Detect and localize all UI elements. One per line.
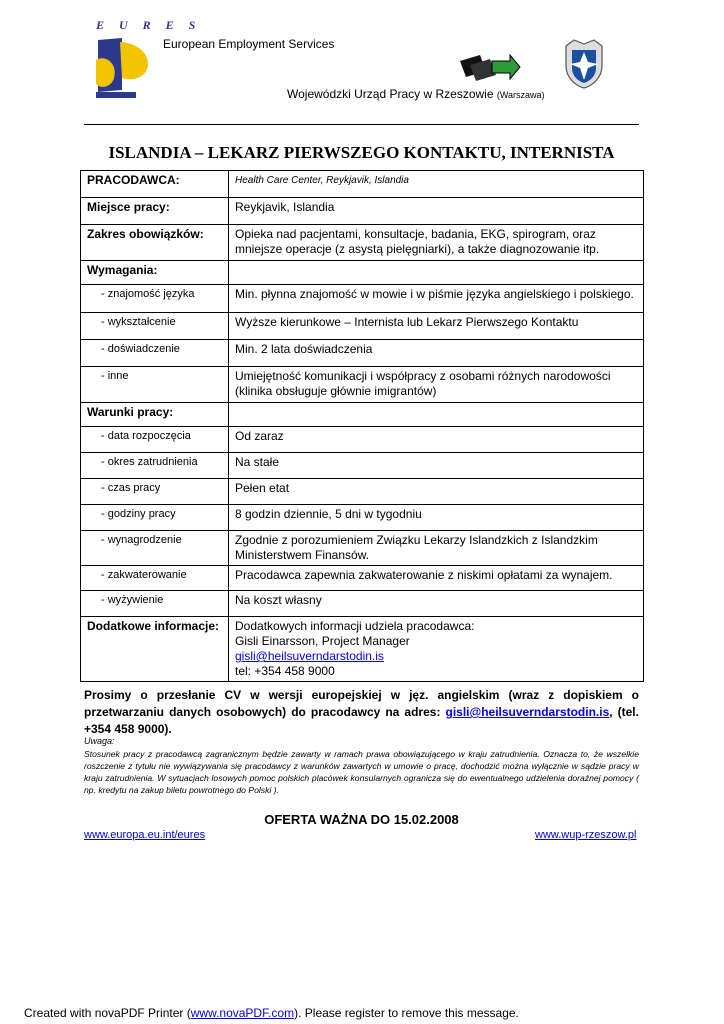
table-row xyxy=(81,566,644,591)
request-text-after: , (tel. +354 458 9000). xyxy=(84,705,639,736)
row-label: PRACODAWCA: xyxy=(81,171,229,198)
row-label: - wykształcenie xyxy=(81,313,229,340)
office-note: (Warszawa) xyxy=(496,90,545,100)
request-email-link[interactable]: gisli@heilsuverndarstodin.is xyxy=(445,705,610,719)
row-value: Umiejętność komunikacji i współpracy z osobami różnych narodowości (klinika obsługuje głównie imigrantów) xyxy=(229,367,644,403)
eures-logo-text: E U R E S xyxy=(96,18,202,32)
legal-note: Stosunek pracy z pracodawcą zagranicznym będzie zawarty w ramach prawa obowiązującego w kraju zatrudnienia. Oznacza to, że wszelkie roszczenie z tytułu nie wywiązywania się pracodawcy z warunków zawartych w umowie o pracę, dochodzić można wyłącznie w sądzie pracy w kraju zatrudnienia. W sytuacjach losowych pomoc polskich placówek konsularnych ogranicza się do ewentualnego udzielenia doraźnej pomocy ( np. kredytu na zakup biletu powrotnego do Polski ). xyxy=(84,749,639,795)
row-value: Wyższe kierunkowe – Internista lub Lekarz Pierwszego Kontaktu xyxy=(229,313,644,340)
row-value: Opieka nad pacjentami, konsultacje, badania, EKG, spirogram, oraz mniejsze operacje (z asystą pielęgniarki), a także diagnozowanie itp. xyxy=(229,225,644,261)
table-row xyxy=(81,340,644,367)
table-row xyxy=(81,479,644,505)
table-row xyxy=(81,453,644,479)
pdf-footer xyxy=(24,1006,519,1020)
header-divider xyxy=(84,124,639,125)
footer-text: Created with novaPDF Printer ( xyxy=(24,1006,191,1020)
row-label: - doświadczenie xyxy=(81,340,229,367)
row-value: Na stałe xyxy=(229,453,644,479)
table-row xyxy=(81,427,644,453)
row-value xyxy=(229,403,644,427)
row-value: Min. 2 lata doświadczenia xyxy=(229,340,644,367)
office-label: Wojewódzki Urząd Pracy w Rzeszowie xyxy=(287,87,494,101)
row-value: Pracodawca zapewnia zakwaterowanie z niskimi opłatami za wynajem. xyxy=(229,566,644,591)
table-row xyxy=(81,505,644,531)
row-label: - wyżywienie xyxy=(81,591,229,617)
table-row xyxy=(81,225,644,261)
eures-logo xyxy=(92,20,154,100)
urzad-pracy-logo xyxy=(456,51,522,87)
row-label: - okres zatrudnienia xyxy=(81,453,229,479)
row-label: Zakres obowiązków: xyxy=(81,225,229,261)
offer-table xyxy=(80,170,644,682)
table-row xyxy=(81,261,644,285)
row-label: Dodatkowe informacje: xyxy=(81,617,229,682)
row-value: Pełen etat xyxy=(229,479,644,505)
table-row xyxy=(81,367,644,403)
row-label: - inne xyxy=(81,367,229,403)
table-row xyxy=(81,591,644,617)
row-value xyxy=(229,261,644,285)
eures-website-link[interactable]: www.europa.eu.int/eures xyxy=(84,829,206,841)
row-label: - czas pracy xyxy=(81,479,229,505)
extra-line: Dodatkowych informacji udziela pracodawca: xyxy=(235,619,475,633)
request-text: Prosimy o przesłanie CV w wersji europejskiej w jęz. angielskim (wraz z dopiskiem o przetwarzaniu danych osobowych) do pracodawcy na adres: xyxy=(84,688,639,719)
note-heading: Uwaga: xyxy=(84,736,115,746)
page-title: ISLANDIA – LEKARZ PIERWSZEGO KONTAKTU, INTERNISTA xyxy=(108,143,615,162)
table-row xyxy=(81,171,644,198)
footer-text-after: ). Please register to remove this message. xyxy=(294,1006,519,1020)
table-row xyxy=(81,531,644,566)
row-label: - zakwaterowanie xyxy=(81,566,229,591)
employer-email-link[interactable]: gisli@heilsuverndarstodin.is xyxy=(235,649,384,663)
row-label: - wynagrodzenie xyxy=(81,531,229,566)
table-row xyxy=(81,198,644,225)
row-label: - znajomość języka xyxy=(81,285,229,313)
voivodeship-crest xyxy=(558,38,610,90)
extra-contact-name: Gisli Einarsson, Project Manager xyxy=(235,634,410,648)
row-label: Miejsce pracy: xyxy=(81,198,229,225)
office-name xyxy=(287,87,545,101)
row-value: 8 godzin dziennie, 5 dni w tygodniu xyxy=(229,505,644,531)
novapdf-link[interactable]: www.novaPDF.com xyxy=(190,1006,295,1020)
application-request xyxy=(84,687,639,738)
row-label: Warunki pracy: xyxy=(81,403,229,427)
row-label: Wymagania: xyxy=(81,261,229,285)
offer-validity: OFERTA WAŻNA DO 15.02.2008 xyxy=(264,812,459,827)
row-label: - data rozpoczęcia xyxy=(81,427,229,453)
extra-phone: tel: +354 458 9000 xyxy=(235,664,335,678)
org-name: European Employment Services xyxy=(163,37,335,51)
table-row xyxy=(81,403,644,427)
table-row xyxy=(81,285,644,313)
wup-website-link[interactable]: www.wup-rzeszow.pl xyxy=(535,829,637,841)
row-value: Zgodnie z porozumieniem Związku Lekarzy Islandzkich z Islandzkim Ministerstwem Finansów. xyxy=(229,531,644,566)
row-value: Na koszt własny xyxy=(229,591,644,617)
row-value: Health Care Center, Reykjavik, Islandia xyxy=(229,171,644,198)
extra-info xyxy=(229,617,644,682)
row-value: Min. płynna znajomość w mowie i w piśmie języka angielskiego i polskiego. xyxy=(229,285,644,313)
table-row xyxy=(81,313,644,340)
row-value: Od zaraz xyxy=(229,427,644,453)
table-row xyxy=(81,617,644,682)
row-label: - godziny pracy xyxy=(81,505,229,531)
row-value: Reykjavik, Islandia xyxy=(229,198,644,225)
